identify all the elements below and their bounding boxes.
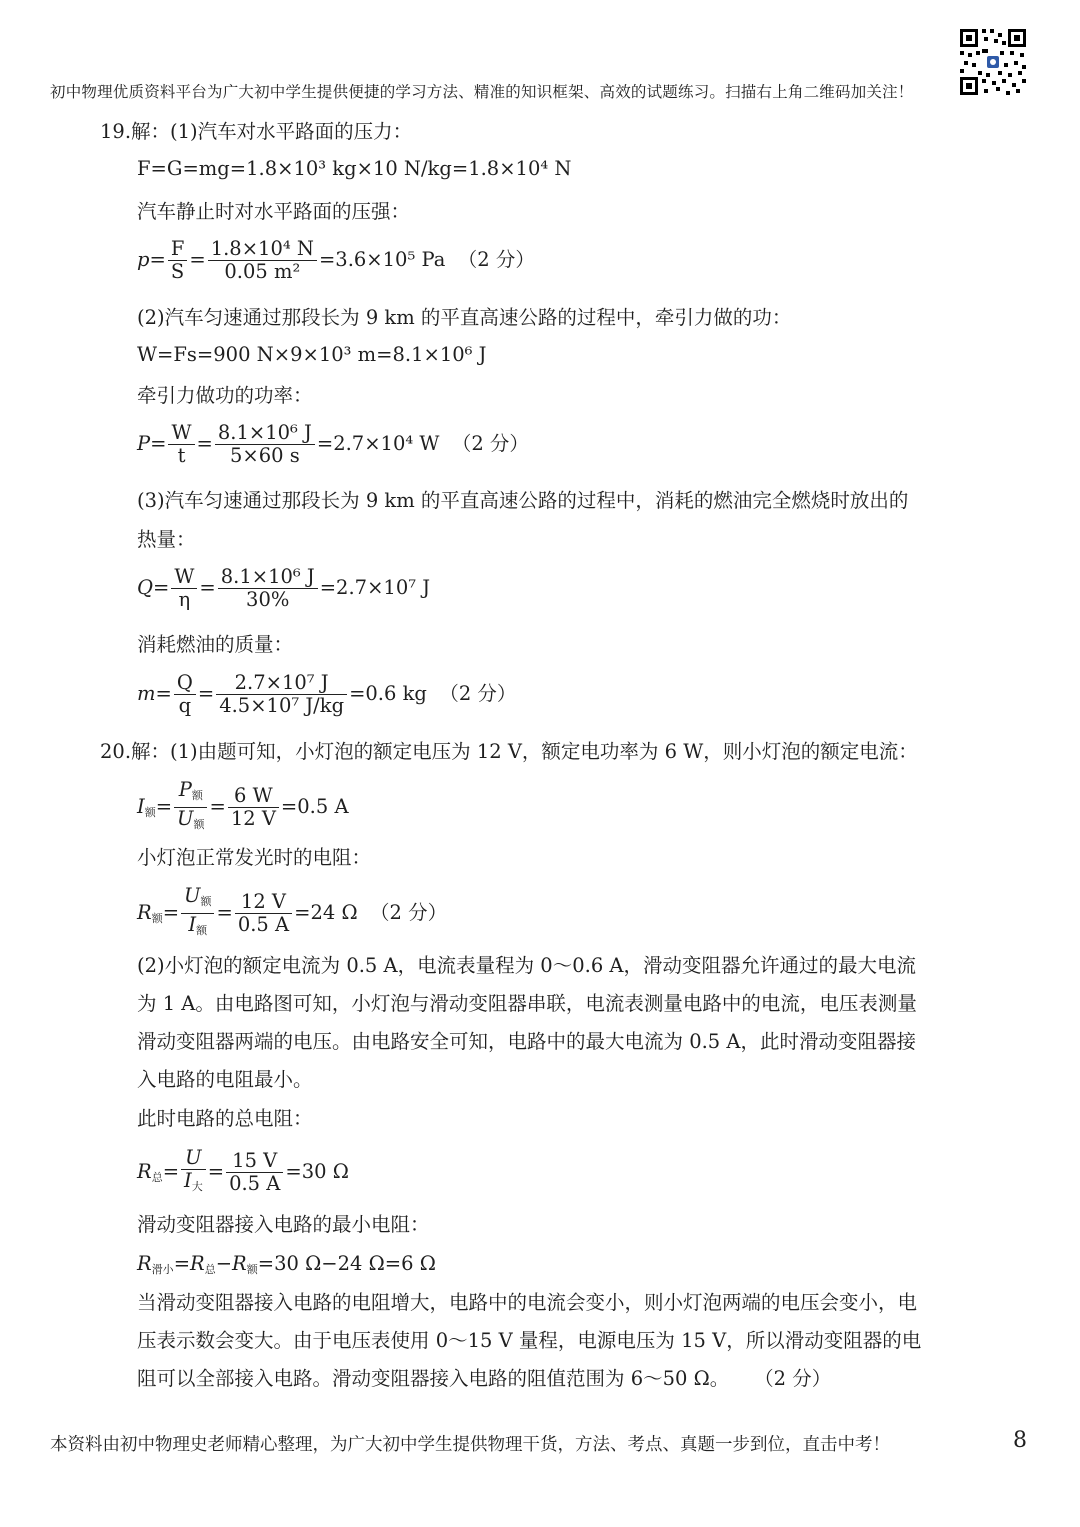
question-intro: 解：(1)汽车对水平路面的压力：: [131, 120, 413, 143]
denominator: [181, 913, 214, 942]
subscript: 大: [191, 1180, 203, 1193]
footer-note: 本资料由初中物理史老师精心整理，为广大初中学生提供物理干货，方法、考点、真题一步到位，直击中考！: [50, 1435, 890, 1455]
subscript: 额: [246, 1263, 258, 1276]
fraction: [218, 566, 318, 611]
formula-left: P=: [137, 432, 167, 455]
denominator: q: [174, 694, 196, 717]
denominator: 0.5 A: [235, 913, 292, 936]
formula-min-resistance: [137, 1252, 436, 1282]
formula-mass: m= $\frac{Q}{q}$ = $\frac{\text{2.7×10⁷ J}}{\text{4.5×10⁷ J/kg}}$ =0.6 kg （2 分）: [137, 671, 517, 717]
formula-result: =2.7×10⁷ J: [319, 576, 431, 599]
denominator: 4.5×10⁷ J/kg: [216, 694, 347, 717]
numerator: 8.1×10⁶ J: [220, 565, 315, 588]
fraction: [171, 566, 197, 611]
subscript: 总: [204, 1263, 216, 1276]
formula-work: W=Fs=900 N×9×10³ m=8.1×10⁶ J: [137, 343, 487, 366]
var: U: [184, 884, 201, 907]
denominator: 12 V: [228, 807, 279, 830]
var: =R: [173, 1252, 205, 1275]
formula-result: =30 Ω: [285, 1160, 349, 1183]
text-total-resistance-label: 此时电路的总电阻：: [137, 1107, 313, 1130]
var: R: [137, 1252, 152, 1275]
formula-result: =24 Ω: [294, 901, 358, 924]
denominator: S: [168, 260, 188, 283]
formula-left: Q=: [137, 576, 170, 599]
subscript: 总: [151, 1171, 163, 1184]
subscript: 额: [191, 789, 203, 802]
paragraph-line: (2)小灯泡的额定电流为 0.5 A，电流表量程为 0～0.6 A，滑动变阻器允许通过的最大电流: [137, 954, 917, 977]
header-banner: 初中物理优质资料平台为广大初中学生提供便捷的学习方法、精准的知识框架、高效的试题练习。扫描右上角二维码加关注！: [50, 83, 914, 101]
var: P: [178, 778, 192, 801]
numerator: 15 V: [232, 1149, 278, 1172]
fraction: [228, 785, 279, 830]
score-label: （2 分）: [754, 1367, 832, 1390]
fraction: [174, 672, 196, 717]
numerator: 8.1×10⁶ J: [217, 421, 312, 444]
fraction: [208, 238, 317, 283]
formula-total-resistance: $R_总=$ $\frac{U}{I_大}$ = $\frac{15 V}{0.5 A}$ =30 Ω: [137, 1147, 349, 1198]
fraction: [181, 1147, 206, 1198]
subscript: 额: [193, 818, 205, 831]
numerator: Q: [176, 671, 193, 694]
formula-power: P= $\frac{W}{t}$ = $\frac{\text{8.1×10⁶ J}}{5\times 60 s}$ =2.7×10⁴ W （2 分）: [137, 421, 529, 467]
numerator: W: [174, 565, 195, 588]
fraction: [168, 238, 188, 283]
var: I: [188, 913, 197, 936]
question-20: [100, 740, 918, 764]
score-label: （2 分）: [370, 901, 448, 924]
denominator: 5×60 s: [215, 444, 315, 467]
var: I: [184, 1169, 192, 1192]
formula-rated-current: $I_额=$ $\frac{P_额}{U_额}$ = $\frac{6 W}{12 V}$ =0.5 A: [137, 779, 349, 836]
subscript: 额: [151, 912, 163, 925]
denominator: 30%: [218, 588, 318, 611]
paragraph-line: 压表示数会变大。由于电压表使用 0～15 V 量程，电源电压为 15 V，所以滑动变阻器的电: [137, 1329, 922, 1352]
numerator: W: [171, 421, 192, 444]
formula-result: =2.7×10⁴ W: [316, 432, 440, 455]
numerator: [174, 779, 207, 807]
var: U: [185, 1146, 202, 1169]
fraction: [174, 779, 207, 836]
score-label: （2 分）: [457, 248, 535, 271]
numerator: 2.7×10⁷ J: [234, 671, 329, 694]
subscript: 额: [196, 924, 208, 937]
question-number: 19.: [100, 120, 132, 143]
formula-result: =0.6 kg: [349, 682, 427, 705]
question-number: 20.: [100, 740, 132, 763]
formula-left: p=: [137, 248, 166, 271]
subscript: 额: [200, 895, 212, 908]
text-mass-label: 消耗燃油的质量：: [137, 633, 294, 656]
numerator: 1.8×10⁴ N: [210, 237, 314, 260]
text-power-label: 牵引力做功的功率：: [137, 384, 313, 407]
subscript: 额: [144, 806, 156, 819]
page-number: 8: [1013, 1428, 1027, 1453]
numerator: [181, 1147, 206, 1169]
numerator: 12 V: [240, 890, 286, 913]
fraction: [216, 672, 347, 717]
paragraph-line: 入电路的电阻最小。: [137, 1068, 313, 1091]
score-label: （2 分）: [451, 432, 529, 455]
text-heat-label-1: (3)汽车匀速通过那段长为 9 km 的平直高速公路的过程中，消耗的燃油完全燃烧时放出的: [137, 489, 909, 512]
text-pressure-label: 汽车静止时对水平路面的压强：: [137, 200, 411, 223]
denominator: t: [168, 444, 194, 467]
question-19: [100, 120, 412, 144]
formula-left: R: [137, 901, 152, 924]
text-heat-label-2: 热量：: [137, 528, 196, 551]
formula-pressure: p= $\frac{F}{S}$ = $\frac{\text{1.8×10⁴ N}}{\text{0.05 m²}}$ =3.6×10⁵ Pa （2 分）: [137, 237, 535, 283]
formula-result: =30 Ω−24 Ω=6 Ω: [257, 1252, 436, 1275]
denominator: η: [171, 588, 197, 611]
score-label: （2 分）: [439, 682, 517, 705]
fraction: [226, 1150, 283, 1195]
text-work-label: (2)汽车匀速通过那段长为 9 km 的平直高速公路的过程中，牵引力做的功：: [137, 306, 792, 329]
numerator: F: [170, 237, 185, 260]
formula-result: =3.6×10⁵ Pa: [318, 248, 446, 271]
fraction: [235, 891, 292, 936]
numerator: [181, 885, 214, 913]
formula-left: R: [137, 1160, 152, 1183]
var: U: [177, 807, 194, 830]
denominator: 0.05 m²: [208, 260, 317, 283]
fraction: [181, 885, 214, 942]
fraction: [215, 422, 315, 467]
numerator: 6 W: [234, 784, 273, 807]
denominator: [174, 807, 207, 836]
question-intro: 解：(1)由题可知，小灯泡的额定电压为 12 V，额定电功率为 6 W，则小灯泡的额定电流：: [131, 740, 918, 763]
paragraph-line: 滑动变阻器两端的电压。由电路安全可知，电路中的最大电流为 0.5 A，此时滑动变阻器接: [137, 1030, 916, 1053]
var: −R: [215, 1252, 247, 1275]
denominator: 0.5 A: [226, 1172, 283, 1195]
formula-left: I: [137, 795, 145, 818]
formula-result: =0.5 A: [280, 795, 349, 818]
subscript: 滑小: [151, 1263, 174, 1276]
text-min-resistance-label: 滑动变阻器接入电路的最小电阻：: [137, 1213, 430, 1236]
paragraph-text: 阻可以全部接入电路。滑动变阻器接入电路的阻值范围为 6～50 Ω。: [137, 1367, 730, 1390]
equals-sign: =: [155, 795, 173, 818]
paragraph-line: [137, 1367, 831, 1391]
paragraph-line: 为 1 A。由电路图可知，小灯泡与滑动变阻器串联，电流表测量电路中的电流，电压表测量: [137, 992, 917, 1015]
formula-left: m=: [137, 682, 172, 705]
denominator: [181, 1169, 206, 1198]
formula-heat: Q= $\frac{W}{\eta}$ = $\frac{\text{8.1×10⁶ J}}{30\%}$ =2.7×10⁷ J: [137, 565, 431, 611]
text-resistance-label: 小灯泡正常发光时的电阻：: [137, 846, 372, 869]
formula-force: F=G=mg=1.8×10³ kg×10 N/kg=1.8×10⁴ N: [137, 157, 572, 180]
formula-lamp-resistance: $R_额=$ $\frac{U_额}{I_额}$ = $\frac{12 V}{0.5 A}$ =24 Ω （2 分）: [137, 885, 447, 942]
paragraph-line: 当滑动变阻器接入电路的电阻增大，电路中的电流会变小，则小灯泡两端的电压会变小，电: [137, 1291, 918, 1314]
fraction: [168, 422, 194, 467]
